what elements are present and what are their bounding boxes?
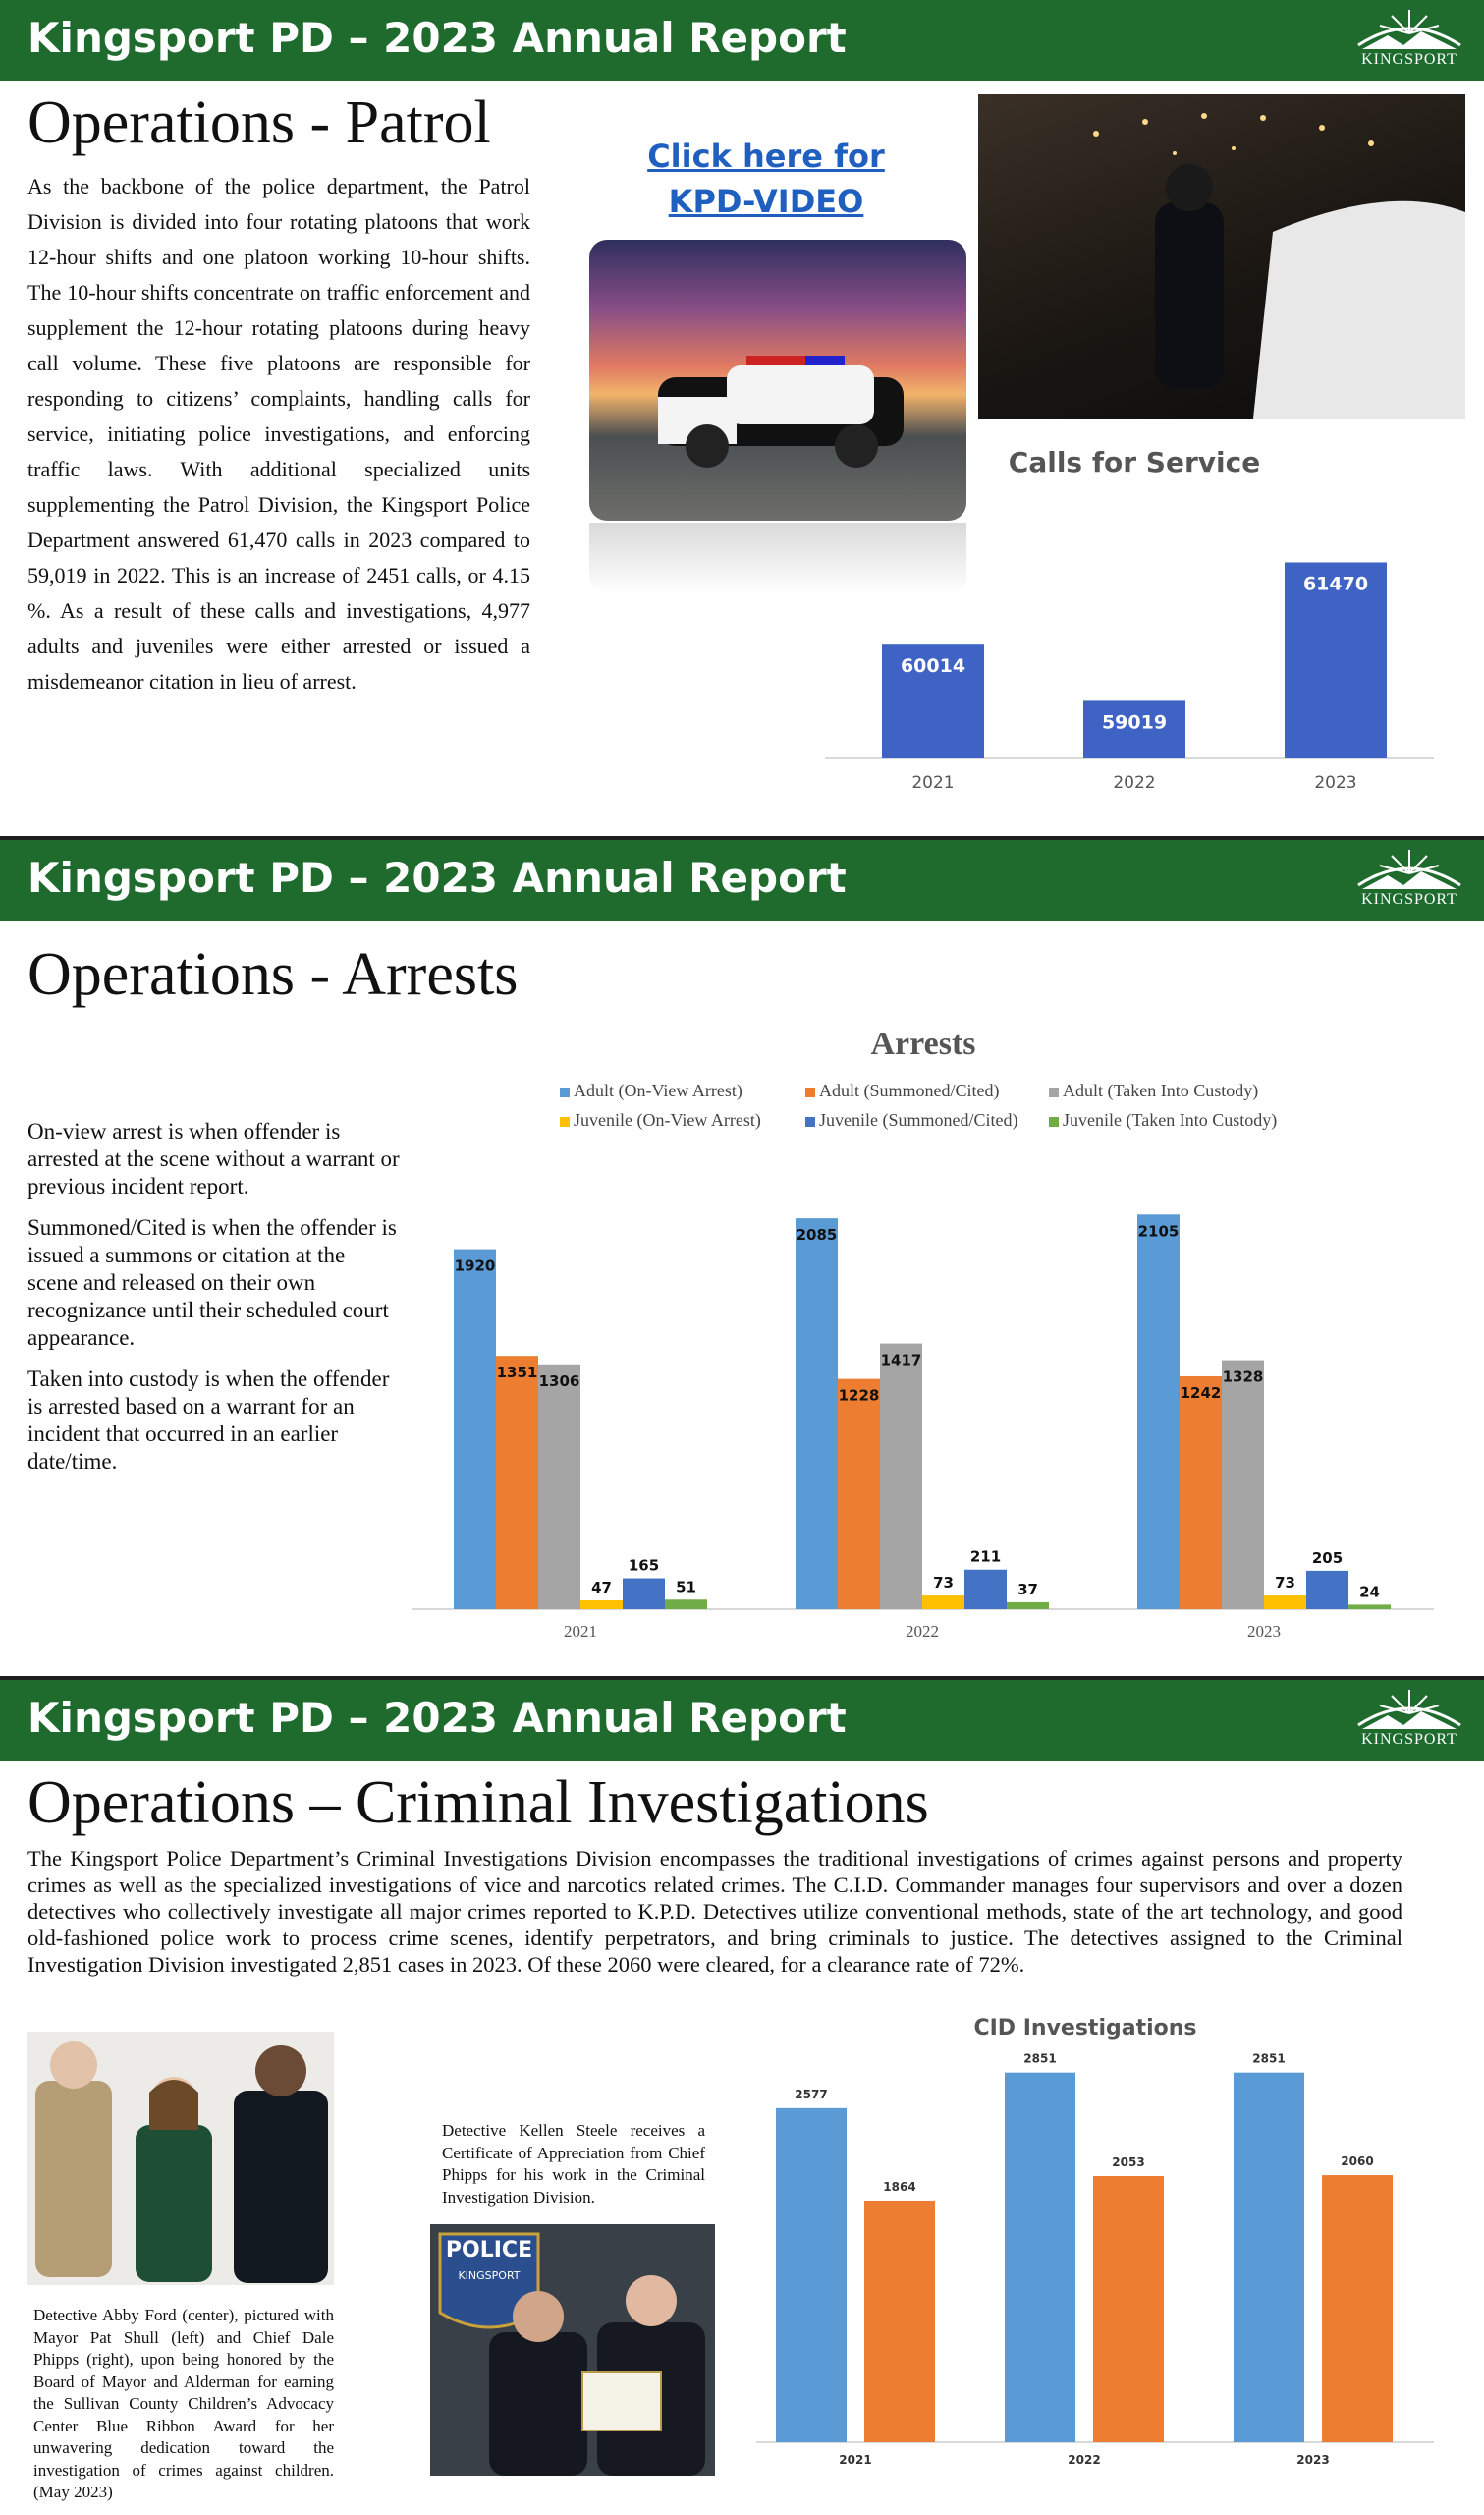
kingsport-logo [1348, 844, 1470, 917]
definition-summoned: Summoned/Cited is when the offender is issued a summons or citation at the scene and released on their own recognizance until their scheduled court appearance. [27, 1215, 397, 1350]
patrol-body: As the backbone of the police department, the Patrol Division is divided into four rotating platoons that work 12-hour shifts and one platoon working 10-hour shifts. The 10-hour shifts concentrate on traffic enforcement and supplement the 12-hour rotating platoons during heavy call volume. These five platoons are responsible for responding to citizens’ complaints, handling calls for service, initiating police investigations, and enforcing traffic laws. With additional specialized units supplementing the Patrol Division, the Kingsport Police Department answered 61,470 calls in 2023 compared to 59,019 in 2022. This is an increase of 2451 calls, or 4.15 %. As a result of these calls and investigations, 4,977 adults and juveniles were either arrested or issued a misdemeanor citation in lieu of arrest. [27, 174, 530, 694]
legend-item: Adult (Summoned/Cited) [805, 1081, 1000, 1101]
data-label: 2851 [1023, 2053, 1057, 2066]
cid-investigations-chart [756, 2053, 1444, 2486]
x-tick-label: 2021 [911, 773, 955, 793]
legend-item: Juvenile (Summoned/Cited) [805, 1110, 1017, 1131]
data-label: 1417 [880, 1351, 922, 1369]
police-car-sunset-photo [589, 240, 966, 521]
data-label: 1864 [883, 2179, 916, 2194]
arrests-heading: Operations - Arrests [27, 941, 519, 1008]
x-tick-label: 2022 [906, 1622, 939, 1641]
data-label: 1920 [454, 1257, 496, 1275]
x-tick-label: 2023 [1296, 2453, 1330, 2467]
bar [864, 2201, 935, 2442]
bar [1180, 1376, 1222, 1609]
bar [538, 1365, 580, 1609]
bar [1093, 2176, 1164, 2442]
bar [1234, 2073, 1304, 2442]
data-label: 2053 [1112, 2155, 1145, 2170]
award-photo [27, 2032, 334, 2285]
data-label: 211 [969, 1547, 1002, 1566]
x-tick-label: 2021 [839, 2453, 872, 2467]
definition-custody: Taken into custody is when the offender is arrested based on a warrant for an incident that occurred in an earlier date/time. [27, 1367, 390, 1474]
data-label: 1242 [1180, 1383, 1222, 1402]
award-caption: Detective Abby Ford (center), pictured with Mayor Pat Shull (left) and Chief Dale Phipps (right), upon being honored by the Board of Mayor and Alderman for earning the Sullivan County Children’s Advocacy Center Blue Ribbon Award for her unwavering dedication toward the investigation of crimes against children. (May 2023) [33, 2306, 334, 2501]
bar [796, 1218, 838, 1609]
bar [1137, 1214, 1180, 1609]
bar [922, 1595, 964, 1609]
bar [1348, 1604, 1391, 1609]
data-label: 61470 [1302, 573, 1369, 595]
logo-text: KINGSPORT [1361, 51, 1457, 68]
report-title: Kingsport PD – 2023 Annual Report [27, 1694, 847, 1742]
legend-item: Juvenile (On-View Arrest) [560, 1110, 761, 1131]
data-label: 1351 [496, 1364, 538, 1382]
bar [776, 2108, 847, 2442]
data-label: 47 [591, 1579, 612, 1597]
legend-item: Juvenile (Taken Into Custody) [1049, 1110, 1277, 1131]
kingsport-logo [1348, 1684, 1470, 1757]
data-label: 37 [1017, 1580, 1038, 1598]
patrol-heading: Operations - Patrol [27, 89, 491, 156]
bar [1322, 2175, 1393, 2442]
data-label: 2085 [796, 1226, 838, 1245]
arrests-chart-title: Arrests [870, 1026, 976, 1062]
bar [1264, 1595, 1306, 1609]
certificate-photo [430, 2224, 715, 2476]
arrests-chart [403, 1159, 1463, 1650]
bar [964, 1570, 1007, 1609]
officer-night-photo [978, 94, 1465, 419]
data-label: 1306 [538, 1371, 580, 1390]
calls-chart-title: Calls for Service [1008, 446, 1261, 478]
x-tick-label: 2021 [564, 1622, 597, 1641]
data-label: 1228 [838, 1386, 880, 1405]
arrests-definitions [27, 1118, 401, 1489]
data-label: 59019 [1101, 711, 1168, 734]
bar [838, 1379, 880, 1609]
x-tick-label: 2022 [1068, 2453, 1101, 2467]
bar [880, 1344, 922, 1609]
bar [1007, 1602, 1049, 1609]
kpd-video-link[interactable]: Click here for KPD-VIDEO [647, 138, 885, 220]
x-tick-label: 2023 [1247, 1622, 1281, 1641]
legend-item: Adult (On-View Arrest) [560, 1081, 742, 1101]
bar [665, 1599, 707, 1609]
report-title: Kingsport PD – 2023 Annual Report [27, 14, 847, 62]
police-sign-subtext: KINGSPORT [458, 2269, 521, 2282]
data-label: 51 [676, 1578, 696, 1596]
bar [454, 1250, 496, 1609]
bar [1005, 2073, 1075, 2442]
definition-on-view: On-view arrest is when offender is arrested at the scene without a warrant or previous incident report. [27, 1119, 400, 1199]
bar [580, 1600, 623, 1609]
data-label: 165 [628, 1556, 660, 1575]
data-label: 60014 [900, 655, 966, 678]
bar [623, 1579, 665, 1609]
data-label: 2851 [1252, 2053, 1286, 2066]
cid-chart-title: CID Investigations [973, 2016, 1197, 2040]
bar [1306, 1571, 1348, 1609]
cid-heading: Operations – Criminal Investigations [27, 1769, 929, 1836]
banner-3 [0, 1680, 1484, 1760]
x-tick-label: 2022 [1113, 773, 1156, 793]
data-label: 1328 [1222, 1368, 1264, 1386]
report-title: Kingsport PD – 2023 Annual Report [27, 854, 847, 902]
steele-caption: Detective Kellen Steele receives a Certificate of Appreciation from Chief Phipps for his work in the Criminal Investigation Division. [442, 2121, 705, 2207]
banner-1 [0, 0, 1484, 81]
legend-item: Adult (Taken Into Custody) [1049, 1081, 1258, 1101]
data-label: 2577 [795, 2087, 828, 2101]
bar [496, 1356, 538, 1609]
data-label: 2060 [1341, 2154, 1374, 2169]
banner-2 [0, 840, 1484, 921]
arrests-legend [560, 1081, 1346, 1140]
cid-body: The Kingsport Police Department’s Criminal Investigations Division encompasses the traditional investigations of crimes against persons and property crimes as well as the specialized investigations of vice and narcotics related crimes. The C.I.D. Commander manages four supervisors and over a dozen detectives who collectively investigate all major crimes reported to K.P.D. Detectives utilize conventional methods, state of the art technology, and good old-fashioned police work to process crime scenes, identify perpetrators, and bring criminals to justice. The detectives assigned to the Criminal Investigation Division investigated 2,851 cases in 2023. Of these 2060 were cleared, for a clearance rate of 72%. [27, 1846, 1402, 1977]
logo-text: KINGSPORT [1361, 891, 1457, 908]
x-tick-label: 2023 [1314, 773, 1357, 793]
data-label: 73 [933, 1574, 954, 1593]
kingsport-logo [1348, 4, 1470, 77]
data-label: 2105 [1137, 1222, 1180, 1241]
logo-text: KINGSPORT [1361, 1731, 1457, 1748]
data-label: 205 [1311, 1548, 1344, 1567]
police-sign-text: POLICE [445, 2238, 533, 2263]
bar [1222, 1361, 1264, 1609]
data-label: 73 [1275, 1574, 1295, 1593]
calls-for-service-chart [825, 511, 1454, 806]
data-label: 24 [1359, 1583, 1380, 1601]
